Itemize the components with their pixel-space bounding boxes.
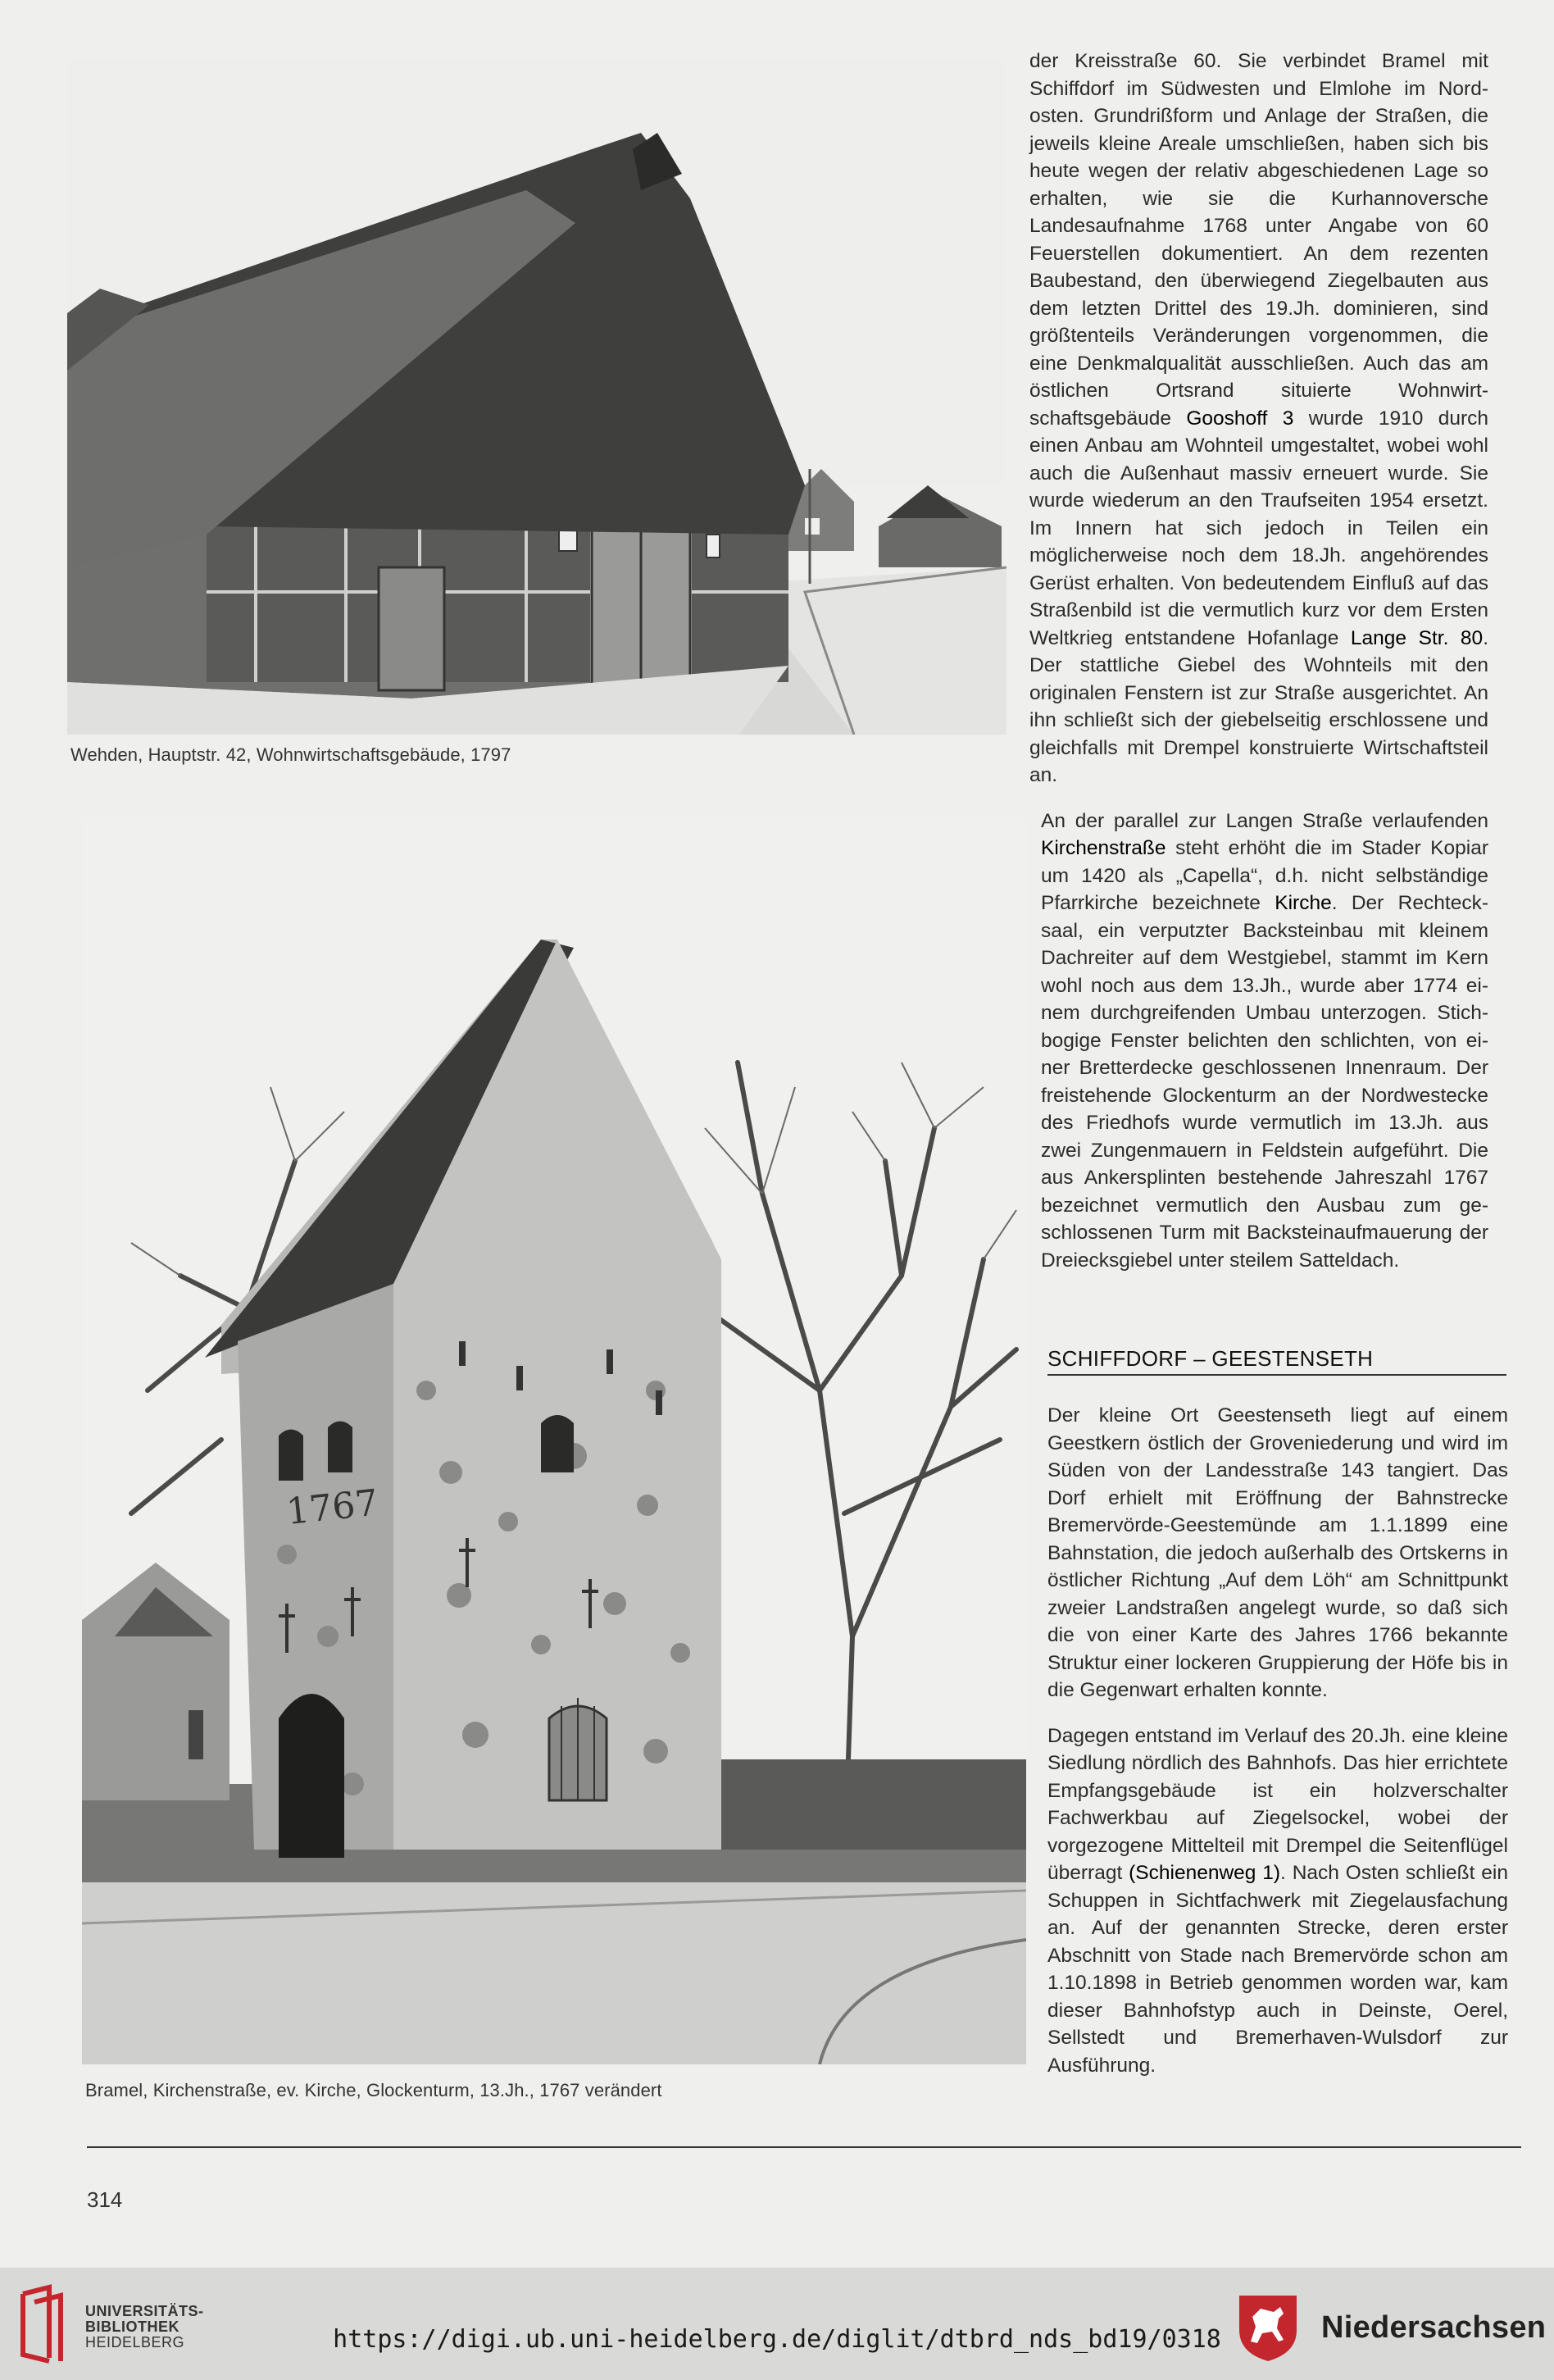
paragraph-kirchenstrasse: An der parallel zur Langen Straße verlaufenden Kirchenstraße steht erhöht die im Stader Kopiar um 1420 als „Capella“, d.h. nicht selbständige Pfarrkirche bezeichnete Kirche. Der Rechtecksaal, ein verputzter Backsteinbau mit kleinem Dachreiter auf dem Westgiebel, stammt im Kern wohl noch aus dem 13.Jh., wurde aber 1774 einem durchgreifenden Umbau unterzogen. Stichbogige Fenster belichten den schlichten, von einer Bretterdecke geschlossenen Innenraum. Der freistehende Glockenturm an der Nordwestecke des Friedhofs wurde vermutlich im 13.Jh. aus zwei Zungenmauern in Feldstein aufgeführt. Die aus Ankersplinten bestehende Jahreszahl 1767 bezeichnet vermutlich den Ausbau zum geschlossenen Turm mit Backsteinaufmauerung der Dreiecksgiebel unter steilem Satteldach. [1041,809,1488,1272]
footer-rule [87,2146,1521,2148]
photo-bell-tower [82,817,1026,2064]
photo1-caption: Wehden, Hauptstr. 42, Wohnwirtschaftsgebäude, 1797 [70,744,511,765]
term-kirche: Kirche [1275,892,1332,914]
address-lange-str: Lange Str. 80 [1350,626,1484,649]
text-column-lower [1047,1402,1508,2097]
paragraph-bramel-overview: der Kreisstraße 60. Sie verbindet Bramel mit Schiffdorf im Südwesten und Elmlohe im Nordosten. Grundrißform und Anlage der Straßen, die jeweils kleine Areale umschließen, haben sich bis heute wegen der relativ abgeschiedenen Lage so erhalten, wie sie die Kurhannoversche Landesaufnahme 1768 unter Angabe von 60 Feuerstellen dokumentiert. An dem rezenten Baubestand, den überwiegend Ziegelbauten aus dem letzten Drittel des 19.Jh. dominieren, sind größtenteils Veränderungen vorgenommen, die eine Denkmalqualität ausschließen. Auch das am östlichen Ortsrand situierte Wohnwirtschaftsgebäude Gooshoff 3 wurde 1910 durch einen Anbau am Wohnteil umgestaltet, wobei wohl auch die Außenhaut massiv erneuert wurde. Sie wurde wiederum an den Traufseiten 1954 ersetzt. Im Innern hat sich jedoch in Teilen ein möglicherweise noch dem 18.Jh. angehörendes Gerüst erhalten. Von bedeutendem Einfluß auf das Straßenbild ist die vermutlich kurz vor dem Ersten Weltkrieg entstandene Hofanlage Lange Str. 80. Der stattliche Giebel des Wohnteils mit den originalen Fenstern ist zur Straße ausgerichtet. An ihn schließt sich der giebelseitig erschlossene und gleichfalls mit Drempel konstruierte Wirtschaftsteil an. [1029,50,1488,786]
address-gooshoff: Gooshoff 3 [1186,407,1294,430]
tower-year-inscription: 1767 [284,1481,380,1534]
permalink-url[interactable]: https://digi.ub.uni-heidelberg.de/diglit/dtbrd_nds_bd19/0318 [333,2325,1221,2354]
library-name: UNIVERSITÄTS- BIBLIOTHEK HEIDELBERG [85,2303,204,2350]
digitization-footer [0,2268,1554,2380]
address-schienenweg: (Schienenweg 1) [1129,1862,1281,1884]
state-name: Niedersachsen [1321,2310,1547,2345]
text-column-upper [1029,48,1488,1292]
niedersachsen-horse-crest-icon [1238,2294,1298,2363]
photo-farmhouse [67,59,1006,735]
paragraph-geestenseth: Der kleine Ort Geestenseth liegt auf einem Geestkern östlich der Groveniederung und wird im Süden von der Landesstraße 143 tangiert. Das Dorf erhielt mit Eröffnung der Bahnstrecke Bremervörde-Geestemünde am 1.1.1899 eine Bahnstation, die jedoch außerhalb des Ortskerns in östlicher Richtung „Auf dem Löh“ am Schnittpunkt zweier Landstraßen angelegt wurde, so daß sich die von einer Karte des Jahres 1766 bekannte Struktur einer lockeren Gruppierung der Höfe bis in die Gegenwart erhalten konnte. [1047,1404,1508,1701]
section-heading: SCHIFFDORF – GEESTENSETH [1047,1345,1506,1376]
paragraph-siedlung: Dagegen entstand im Verlauf des 20.Jh. eine kleine Siedlung nördlich des Bahnhofs. Das hier errichtete Empfangsgebäude ist ein holzverschalter Fachwerkbau auf Ziegelsockel, wobei der vorgezogene Mittelteil mit Drempel die Seitenflügel überragt (Schienenweg 1). Nach Osten schließt ein Schuppen in Sichtfachwerk mit Ziegelausfachung an. Auf der genannten Strecke, deren erster Abschnitt von Stade nach Bremervörde schon am 1.10.1898 in Betrieb genommen worden war, kam dieser Bahnhofstyp auch in Deinste, Oerel, Sellstedt und Bremerhaven-Wulsdorf zur Ausführung. [1047,1724,1508,2077]
street-kirchenstrasse: Kirchenstraße [1041,837,1166,859]
page-number: 314 [87,2187,123,2212]
photo2-caption: Bramel, Kirchenstraße, ev. Kirche, Glockenturm, 13.Jh., 1767 verändert [85,2080,662,2100]
